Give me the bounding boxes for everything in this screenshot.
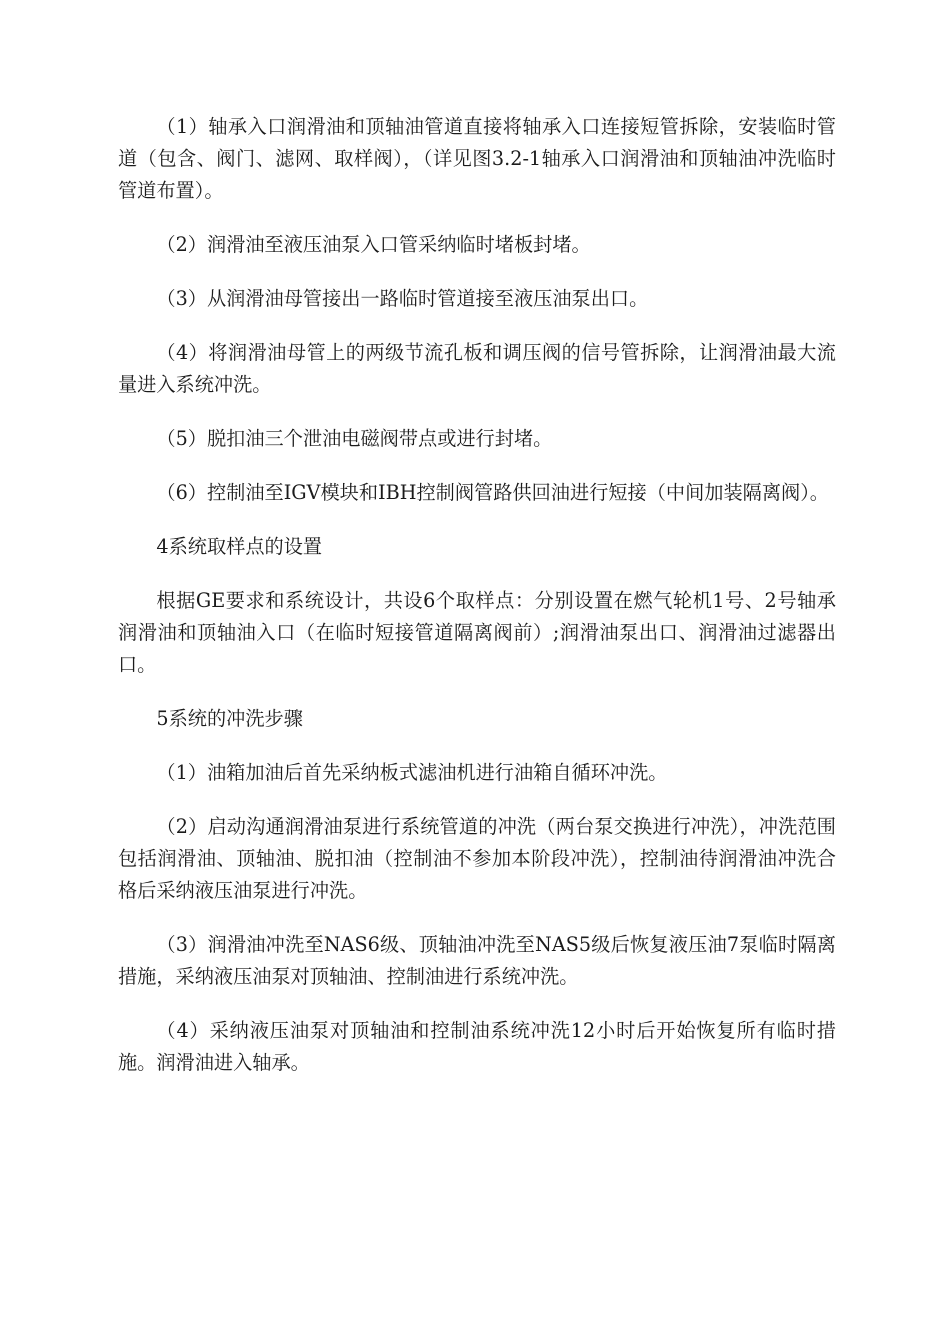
paragraph-flush-step-3: （3）润滑油冲洗至NAS6级、顶轴油冲洗至NAS5级后恢复液压油7泵临时隔离措施，采纳液压油泵对顶轴油、控制油进行系统冲洗。 <box>118 933 836 988</box>
paragraph-step-6: （6）控制油至IGV模块和IBH控制阀管路供回油进行短接（中间加装隔离阀）。 <box>156 481 829 504</box>
paragraph-step-5: （5）脱扣油三个泄油电磁阀带点或进行封堵。 <box>156 427 553 450</box>
document-body <box>118 111 836 1101</box>
paragraph-sampling-points: 根据GE要求和系统设计，共设6个取样点：分别设置在燃气轮机1号、2号轴承润滑油和顶轴油入口（在临时短接管道隔离阀前）;润滑油泵出口、润滑油过滤器出口。 <box>118 589 836 676</box>
paragraph-step-4: （4）将润滑油母管上的两级节流孔板和调压阀的信号管拆除，让润滑油最大流量进入系统冲洗。 <box>118 341 836 396</box>
section-heading-sampling-points: 4系统取样点的设置 <box>156 535 323 558</box>
section-heading-flushing-steps: 5系统的冲洗步骤 <box>156 707 303 730</box>
paragraph-step-1: （1）轴承入口润滑油和顶轴油管道直接将轴承入口连接短管拆除，安装临时管道（包含、阀门、滤网、取样阀），（详见图3.2-1轴承入口润滑油和顶轴油冲洗临时管道布置）。 <box>118 115 836 202</box>
paragraph-flush-step-1: （1）油箱加油后首先采纳板式滤油机进行油箱自循环冲洗。 <box>156 761 668 784</box>
paragraph-flush-step-4: （4）采纳液压油泵对顶轴油和控制油系统冲洗12小时后开始恢复所有临时措施。润滑油进入轴承。 <box>118 1019 836 1074</box>
paragraph-flush-step-2: （2）启动沟通润滑油泵进行系统管道的冲洗（两台泵交换进行冲洗），冲洗范围包括润滑油、顶轴油、脱扣油（控制油不参加本阶段冲洗），控制油待润滑油冲洗合格后采纳液压油泵进行冲洗。 <box>118 815 836 902</box>
paragraph-step-3: （3）从润滑油母管接出一路临时管道接至液压油泵出口。 <box>156 287 649 310</box>
paragraph-step-2: （2）润滑油至液压油泵入口管采纳临时堵板封堵。 <box>156 233 591 256</box>
